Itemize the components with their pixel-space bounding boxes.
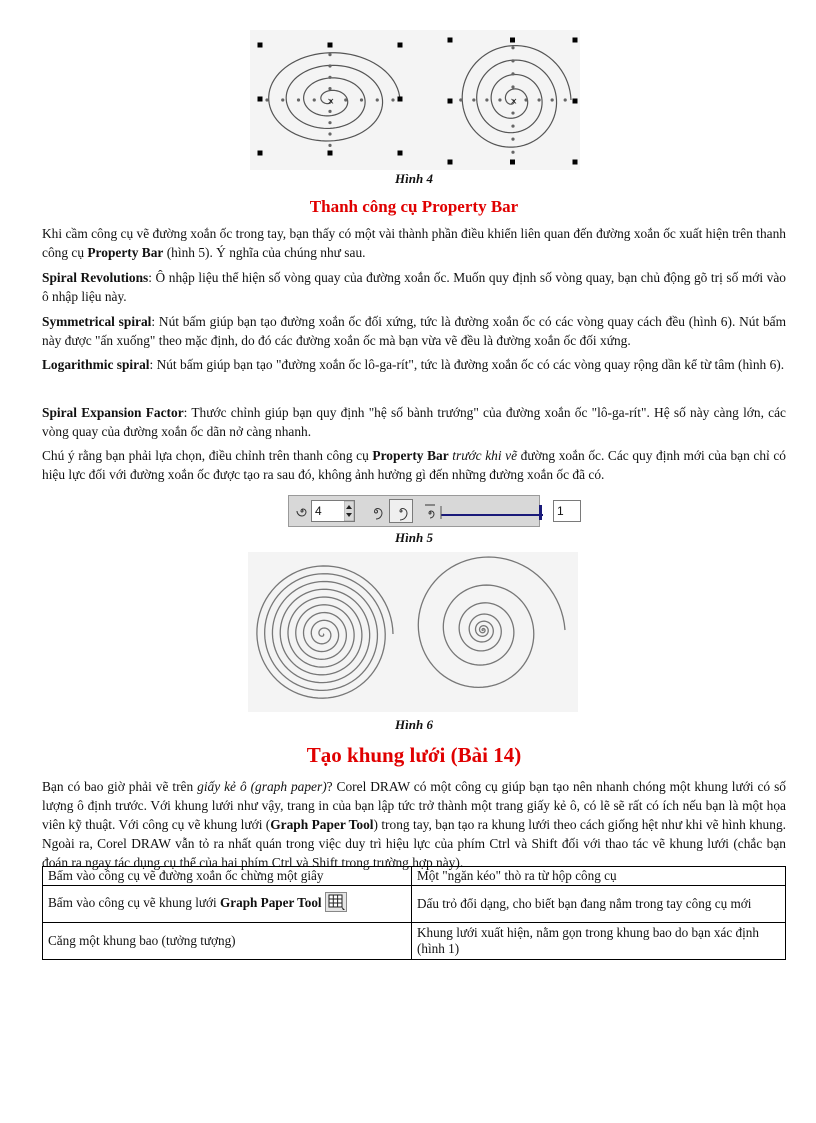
selection-handle[interactable] [258, 43, 263, 48]
selection-handle[interactable] [258, 151, 263, 156]
property-bar-toolbar [288, 495, 564, 527]
selection-handle[interactable] [510, 160, 515, 165]
selection-handle[interactable] [398, 43, 403, 48]
selection-handle[interactable] [258, 97, 263, 102]
spiral-node [524, 98, 527, 101]
table-row [43, 867, 786, 886]
spiral-node [328, 76, 331, 79]
figure-4-caption: Hình 4 [395, 171, 433, 186]
selection-handle[interactable] [398, 151, 403, 156]
paragraph-expansion-factor: Spiral Expansion Factor: Thước chỉnh giúp bạn quy định "hệ số bành trướng" của đường xoắn ốc "lô-ga-rít". Hệ số này càng lớn, các vòng quay của đường xoắn ốc dãn nở càng nhanh. [42, 405, 786, 439]
logarithmic-spiral-icon [390, 500, 412, 522]
spiral-node [328, 87, 331, 90]
spiral-node [511, 111, 514, 114]
paragraph-intro: Khi cầm công cụ vẽ đường xoắn ốc trong tay, bạn thấy có một vài thành phần điều khiển liên quan đến đường xoắn ốc xuất hiện trên thanh công cụ Property Bar (hình 5). Ý nghĩa của chúng như sau. [42, 226, 786, 260]
selection-handle[interactable] [448, 38, 453, 43]
selection-handle[interactable] [448, 99, 453, 104]
graph-paper-tool-button[interactable] [325, 892, 347, 916]
spiral-node [511, 85, 514, 88]
revolutions-spinner[interactable] [344, 501, 354, 521]
spiral-node [360, 98, 363, 101]
spiral-node [281, 98, 284, 101]
table-row [43, 923, 786, 960]
expansion-factor-icon [423, 503, 437, 519]
slider-thumb[interactable] [539, 505, 542, 520]
center-mark-icon: × [510, 97, 518, 107]
expansion-factor-input[interactable]: 1 [553, 500, 581, 522]
spiral-node [485, 98, 488, 101]
paragraph-logarithmic-spiral: Logarithmic spiral: Nút bấm giúp bạn tạo "đường xoắn ốc lô-ga-rít", tức là đường xoắn ốc có các vòng quay rộng dần kể từ tâm (hình 6). [42, 357, 785, 372]
section-heading-graph-paper: Tạo khung lưới (Bài 14) [306, 743, 522, 767]
selection-handle[interactable] [573, 38, 578, 43]
section-heading-property-bar: Thanh công cụ Property Bar [309, 197, 519, 216]
logarithmic-spiral-button[interactable] [389, 499, 413, 523]
selection-handle[interactable] [573, 99, 578, 104]
spiral-node [564, 98, 567, 101]
spiral-node [538, 98, 541, 101]
spiral-node [511, 59, 514, 62]
spiral-node [498, 98, 501, 101]
selection-handle[interactable] [510, 38, 515, 43]
paragraph-symmetrical-spiral: Symmetrical spiral: Nút bấm giúp bạn tạo đường xoắn ốc đối xứng, tức là đường xoắn ốc có các vòng quay cách đều (hình 6). Nút bấm này được "ấn xuống" theo mặc định, do đó các đường xoắn ốc mà bạn vừa vẽ đều là đường xoắn ốc đối xứng. [42, 314, 786, 348]
spiral-node [391, 98, 394, 101]
paragraph-graph-paper: Bạn có bao giờ phải vẽ trên giấy kẻ ô (graph paper)? Corel DRAW có một công cụ giúp bạn tạo nên nhanh chóng một khung lưới có số lượng ô định trước. Với khung lưới như vậy, trang in của bạn lập tức trở thành một trang giấy kẻ ô, có lẽ sẽ rất có ích nếu bạn là một họa viên kỹ thuật. Với công cụ vẽ khung lưới (Graph Paper Tool) trong tay, bạn tạo ra khung lưới theo cách giống hệt như khi vẽ hình khung. Ngoài ra, Corel DRAW vẫn tỏ ra nhất quán trong việc duy trì hiệu lực của phím Ctrl và Shift đối với thao tác vẽ khung lưới (chắc bạn đoán ra ngay tác dụng cụ thể của hai phím Ctrl và Shift trong trường hợp này). [42, 779, 786, 870]
spiral-node [344, 98, 347, 101]
spiral-revolutions-icon [295, 504, 309, 518]
spiral-node [459, 98, 462, 101]
table-cell: Bấm vào công cụ vẽ đường xoắn ốc chừng một giây [43, 867, 412, 886]
spiral-node [313, 98, 316, 101]
spiral-node [511, 72, 514, 75]
figure-5-caption: Hình 5 [395, 530, 433, 545]
spiral-node [297, 98, 300, 101]
spiral-node [511, 138, 514, 141]
selection-handle[interactable] [328, 151, 333, 156]
table-cell: Khung lưới xuất hiện, nằm gọn trong khung bao do bạn xác định (hình 1) [412, 923, 786, 960]
symmetrical-spiral-button[interactable] [365, 500, 387, 522]
figure-6-spirals [248, 552, 578, 712]
spiral-node [511, 46, 514, 49]
figure-4-spirals [250, 30, 580, 170]
spiral-node [511, 125, 514, 128]
spiral-node [328, 132, 331, 135]
selection-handle[interactable] [398, 97, 403, 102]
table-cell: Một "ngăn kéo" thò ra từ hộp công cụ [412, 867, 786, 886]
spiral-node [551, 98, 554, 101]
paragraph-spiral-revolutions: Spiral Revolutions: Ô nhập liệu thể hiện số vòng quay của đường xoắn ốc. Muốn quy định số vòng quay, bạn chủ động gõ trị số mới vào ô nhập liệu này. [42, 270, 786, 304]
spiral-node [511, 151, 514, 154]
selection-handle[interactable] [573, 160, 578, 165]
table-cell: Dấu trỏ đổi dạng, cho biết bạn đang nắm trong tay công cụ mới [412, 886, 786, 923]
table-row [43, 886, 786, 923]
selection-handle[interactable] [448, 160, 453, 165]
steps-table [42, 866, 786, 960]
spiral-node [265, 98, 268, 101]
paragraph-note: Chú ý rằng bạn phải lựa chọn, điều chỉnh trên thanh công cụ Property Bar trước khi vẽ đường xoắn ốc. Các quy định mới của bạn chỉ có hiệu lực đối với đường xoắn ốc được tạo ra sau đó, không ảnh hưởng gì đến những đường xoắn ốc đã có. [42, 448, 787, 482]
spiral-node [328, 64, 331, 67]
spiral-revolutions-input[interactable]: 4 [311, 500, 355, 522]
table-cell: Bấm vào công cụ vẽ khung lưới Graph Paper Tool [43, 886, 412, 923]
graph-paper-tool-icon [325, 892, 347, 912]
spiral-node [328, 110, 331, 113]
spiral-node [328, 53, 331, 56]
selection-handle[interactable] [328, 43, 333, 48]
table-cell: Căng một khung bao (tưởng tượng) [43, 923, 412, 960]
spiral-node [328, 121, 331, 124]
spinner-arrows-icon [344, 501, 354, 521]
slider-track [439, 502, 549, 522]
symmetrical-spiral-icon [365, 500, 387, 522]
figure-6-caption: Hình 6 [395, 717, 433, 732]
spiral-node [328, 144, 331, 147]
spiral-node [472, 98, 475, 101]
center-mark-icon: × [327, 97, 335, 107]
spiral-node [376, 98, 379, 101]
expansion-factor-slider[interactable] [439, 502, 549, 522]
